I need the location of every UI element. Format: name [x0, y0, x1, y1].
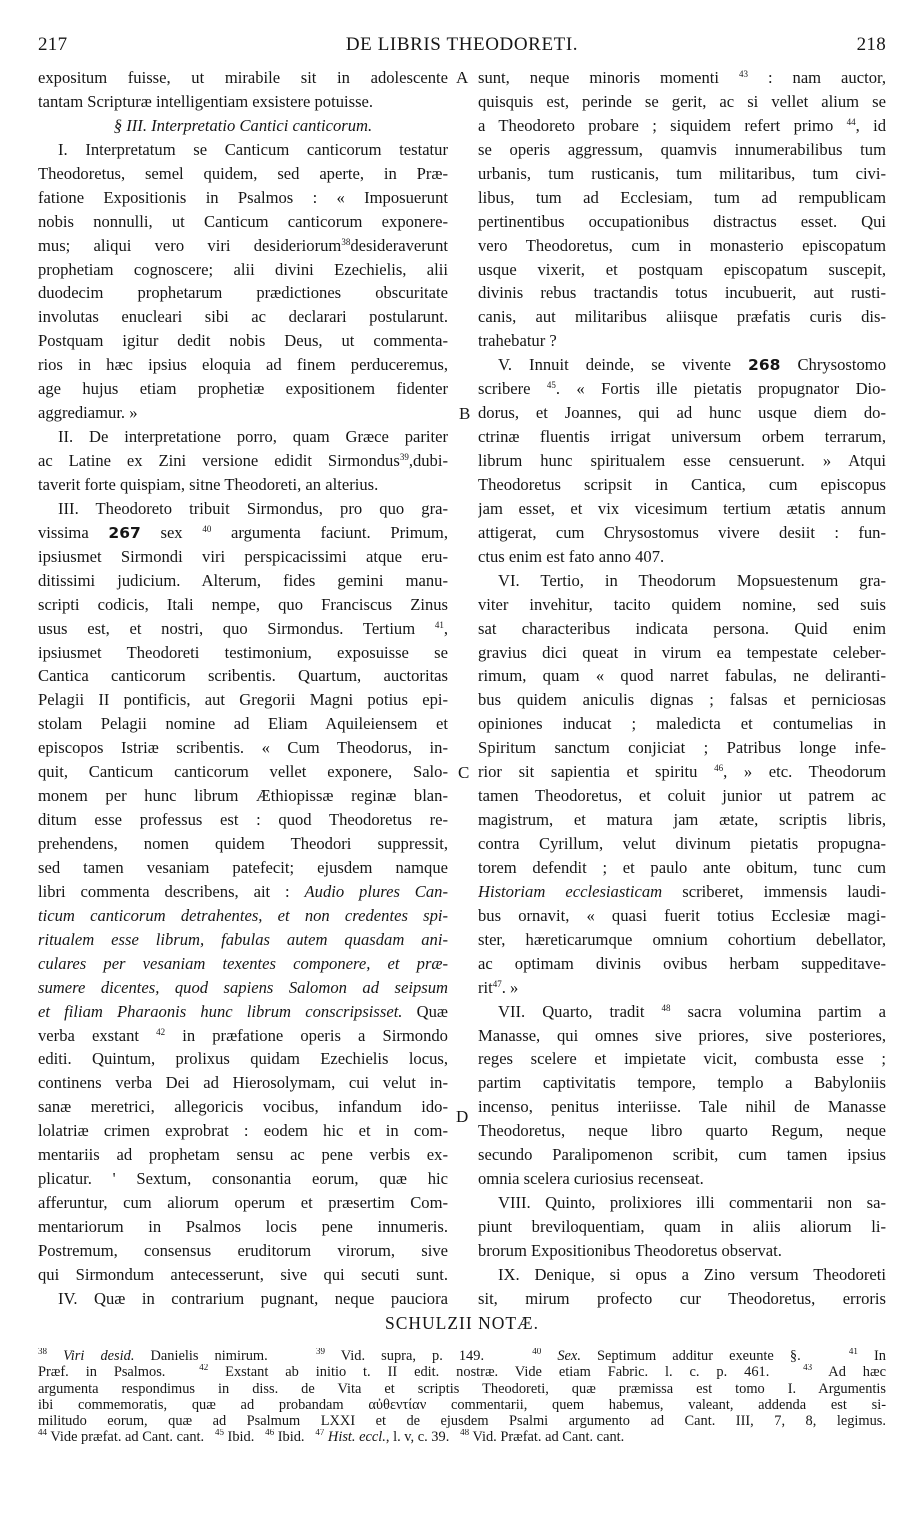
margin-marker-a: A — [456, 68, 469, 87]
text-line: aggrediamur. » — [38, 403, 138, 423]
text-line: rimum, quam « quod narret fabulas, ne deliranti- — [478, 666, 886, 686]
footnote-marker: 47 — [492, 978, 502, 989]
text-line: urbanis, tum rusticanis, tum militaribus, tum civi- — [478, 163, 886, 183]
text-line: brorum Expositionibus Theodoretus observat. — [478, 1240, 782, 1260]
text-line: culares per vesaniam texentes componere, et præ- — [38, 953, 448, 973]
text-line: dorus, et Joannes, qui ad hunc usque diem do- — [478, 403, 886, 423]
footnote-marker: 39 — [399, 452, 409, 462]
text-line: IV. Quæ in contrarium pugnant, neque pauciora — [58, 1288, 448, 1308]
notes-title: SCHULZII NOTÆ. — [385, 1313, 539, 1333]
text-line: VI. Tertio, in Theodorum Mopsuestenum gra- — [498, 570, 886, 590]
text-line: ster, hæreticarumque omnium cohortium debellator, — [478, 929, 886, 949]
text-line: jam esset, et vix vicesimum tertium ætatis annum — [478, 498, 886, 518]
footnote-marker: 41 — [434, 619, 444, 630]
running-header — [38, 34, 886, 62]
text-line: Manasse, qui omnes sive priores, sive posteriores, — [478, 1025, 886, 1045]
text-line: pertinentibus occupationibus distractus esset. Qui — [478, 211, 886, 231]
footnote-marker: 44 — [846, 116, 856, 127]
text-line: ticum canticorum detrahentes, et non credentes spi- — [38, 905, 448, 925]
text-line: VIII. Quinto, prolixiores illi commentarii non sa- — [498, 1193, 886, 1213]
margin-marker-b: B — [459, 404, 471, 423]
text-line: se operis aggressum, quamvis innumerabilibus tum — [478, 139, 886, 159]
text-line: torem defendit ; et paulo ante obitum, tunc cum — [478, 857, 886, 877]
footnote-marker: 45 — [546, 380, 556, 391]
note-line: argumenta respondimus in diss. de Vita et scriptis Theodoreti, quæ præmissa est tomo I. Argumentis — [38, 1380, 886, 1397]
text-line: mentariis ad prophetam sensu ac pene verbis ex- — [38, 1145, 448, 1165]
text-line: Theodoretus scripsit in Cantica, cum episcopus — [478, 474, 886, 494]
note-line: $^{44}$ Vide præfat. ad Cant. cant. $^{45}$ Ibid. $^{46}$ Ibid. $^{47}$ Hist. eccl., l. v, c. 39. $^{48}$ Vid. Præfat. ad Cant. cant. — [38, 1429, 625, 1446]
note-line: militudo eorum, quæ ad Psalmum LXXI et de ejusdem Psalmi argumento ad Cant. III, 7, 8, legimus. — [38, 1413, 886, 1430]
text-line: Historiam ecclesiasticam scriberet, immensis laudi- — [478, 881, 886, 901]
page-number-right: 218 — [856, 34, 886, 55]
text-line: involutas enucleari sibi ac declarari postularunt. — [38, 307, 448, 327]
text-line: piunt breviloquentiam, quam in aliis aliorum li- — [478, 1217, 886, 1236]
footnote-marker: 40 — [202, 523, 212, 534]
text-line: usus est, et nostri, quo Sirmondus. Tertium $^{41}$, — [38, 618, 448, 638]
text-line: rit$^{47}$. » — [478, 977, 519, 997]
text-line: episcopos Istriæ scribentis. « Cum Theodorus, in- — [38, 738, 448, 758]
text-line: usque vixerit, et postquam episcopatum suscepit, — [478, 259, 886, 279]
text-line: rios in hæc ipsius eloquia ad finem perduceremus, — [38, 355, 448, 375]
text-line: ipsiusmet Theodoreti testimonium, exposuisse se — [38, 642, 448, 662]
text-line: tamen Theodoretus, et coluit junior ut patrem ac — [478, 786, 886, 806]
text-line: viter invehitur, tacito quidem nomine, sed suis — [478, 594, 886, 614]
footnotes — [38, 1348, 886, 1446]
text-line: qui Sirmondum antecesserunt, sive qui secuti sunt. — [38, 1264, 448, 1284]
text-line: quisquis est, perinde se gerit, ac si vellet alium se — [478, 91, 886, 111]
text-line: continens verba Dei ad Hierosolymam, cui velut in- — [38, 1073, 448, 1093]
text-line: II. De interpretatione porro, quam Græce pariter — [58, 427, 448, 447]
text-line: prophetiam cognoscere; alii divini Ezechielis, alii — [38, 259, 448, 279]
margin-marker-c: C — [458, 763, 470, 782]
text-line: secundo Paralipomenon scribit, cum tamen ipsius — [478, 1145, 886, 1165]
footnote-marker: 43 — [738, 69, 748, 79]
text-line: vero Theodoretus, cum in monasterio episcopatum — [478, 235, 886, 255]
text-line: ctus enim est fato anno 407. — [478, 546, 665, 566]
text-line: age hujus etiam prophetiæ expositionem fidenter — [38, 379, 448, 399]
text-line: afferuntur, cum aliorum operum et præsertim Com- — [38, 1193, 448, 1213]
text-line: sumere dicentes, quod sapiens Salomon ad seipsum — [38, 977, 448, 997]
text-line: duodecim prophetarum prædictiones obscuritate — [38, 283, 448, 303]
text-line: bus quidem aniculis dignas ; falsas et perniciosas — [478, 690, 886, 710]
text-line: divinis rebus tractandis totus incubuerit, aut rusti- — [478, 283, 886, 303]
margin-marker-d: D — [456, 1107, 469, 1126]
text-line: V. Innuit deinde, se vivente 268 Chrysostomo — [498, 355, 886, 375]
text-line: opiniones inducat ; maledicta et contumelias in — [478, 714, 886, 734]
left-column — [38, 66, 448, 1311]
text-line: ditum esse professus est : quod Theodoretus re- — [38, 810, 448, 830]
text-line: ac Latine ex Zini versione edidit Sirmondus$^{39}$,dubi- — [38, 451, 448, 470]
right-column — [478, 66, 886, 1311]
text-line: editi. Quintum, prolixus quidam Ezechielis locus, — [38, 1049, 448, 1069]
edition-page-marker: 268 — [748, 356, 781, 375]
text-line: libus, tum ad Ecclesiam, tum ad rempublicam — [478, 187, 886, 207]
text-line: contra Cyrillum, velut divinum pietatis propugna- — [478, 834, 886, 853]
text-line: lolatriæ crimen exprobrat : eodem hic et in com- — [38, 1121, 448, 1141]
text-line: rior sit sapientia et spiritu $^{46}$, » etc. Theodorum — [478, 762, 886, 782]
text-line: expositum fuisse, ut mirabile sit in adolescente — [38, 68, 448, 87]
text-line: ac optimam divinis ovibus herbam suppeditave- — [478, 953, 886, 973]
note-line: Præf. in Psalmos. $^{42}$ Exstant ab initio t. II edit. nostræ. Vide etiam Fabric. l. c. p. 461. $^{43}$ Ad hæc — [38, 1364, 886, 1381]
text-line: sanæ meretrici, allegoricis vocibus, infandum ido- — [38, 1097, 448, 1117]
text-line: et filiam Pharaonis hunc librum conscripsisset. Quæ — [38, 1001, 448, 1021]
text-line: tantam Scripturæ intelligentiam exsistere potuisse. — [38, 91, 374, 111]
text-line: mus; aliqui vero viri desideriorum$^{38}$desideraverunt — [38, 235, 448, 255]
text-line: omnia scelera curiosius recenseat. — [478, 1169, 704, 1189]
text-line: sed tamen vesaniam patefecit; ejusdem namque — [38, 857, 448, 877]
text-line: libri commenta describens, ait : Audio plures Can- — [38, 881, 448, 901]
note-line: ibi commemoratis, quæ ad probandam αὐθεντίαν commentarii, quem habemus, valeant, addenda est si- — [38, 1396, 886, 1413]
text-line: a Theodoreto probare ; siquidem refert primo $^{44}$, id — [478, 115, 886, 135]
text-line: canis, aut militaribus aliisque præfatis curis dis- — [478, 307, 886, 327]
footnote-marker: 42 — [156, 1026, 166, 1037]
text-line: Postremum, consensus eruditorum virorum, sive — [38, 1240, 448, 1260]
text-line: I. Interpretatum se Canticum canticorum testatur — [58, 139, 448, 159]
text-line: scripti codicis, Itali nempe, quo Franciscus Zinus — [38, 594, 448, 614]
text-line: trahebatur ? — [478, 331, 557, 351]
text-line: fatione Expositionis in Psalmos : « Imposuerunt — [38, 187, 448, 207]
text-line: sit, mirum profecto cur Theodoretus, erroris — [478, 1288, 886, 1308]
text-line: ipsiusmet Sirmondi viri perspicacissimi atque eru- — [38, 546, 448, 566]
text-line: mentariorum in Psalmos locis pene innumeris. — [38, 1217, 448, 1236]
text-line: monem per hunc librum Æthiopissæ reginæ blan- — [38, 786, 448, 806]
note-line: $^{38}$ Viri desid. Danielis nimirum. $^{39}$ Vid. supra, p. 149. $^{40}$ Sex. Septimum additur exeunte §. $^{41}$ In — [38, 1348, 886, 1364]
text-line: vissima 267 sex $^{40}$ argumenta faciunt. Primum, — [38, 522, 448, 542]
text-line: verba exstant $^{42}$ in præfatione operis a Sirmondo — [38, 1025, 448, 1045]
text-line: reges scelere et impietate vicit, combusta esse ; — [478, 1049, 886, 1069]
text-line: attigerat, cum Chrysostomus vivere desiit : fun- — [478, 522, 886, 542]
text-line: ritualem esse librum, fabulas autem quasdam ani- — [38, 929, 448, 949]
text-line: librum hunc spiritualem esse censuerunt. » Atqui — [478, 451, 886, 470]
text-line: nobis nonnulli, ut Canticum canticorum exponere- — [38, 211, 448, 231]
text-line: Pelagii II pontificis, aut Gregorii Magni potius epi- — [38, 690, 448, 710]
section-heading: § III. Interpretatio Cantici canticorum. — [113, 115, 373, 135]
page-number-left: 217 — [38, 34, 68, 55]
text-line: IX. Denique, si opus a Zino versum Theodoreti — [498, 1264, 886, 1284]
text-line: ditissimi judicium. Alterum, fides gemini manu- — [38, 570, 448, 590]
footnote-marker: 48 — [661, 1002, 671, 1013]
text-line: Cantica canticorum scribentis. Quartum, auctoritas — [38, 666, 448, 686]
text-line: ctrinæ fluentis irrigat universum orbem terrarum, — [478, 427, 886, 447]
text-line: Theodoretus, neque libro quarto Regum, neque — [478, 1121, 886, 1141]
text-line: prehendens, nomen quidem Theodori suppressit, — [38, 834, 448, 853]
text-line: Postquam igitur dedit nobis Deus, ut commenta- — [38, 331, 448, 351]
text-line: scribere $^{45}$. « Fortis ille pietatis propugnator Dio- — [478, 379, 886, 399]
text-line: gravius dici queat in virum ea tempestate celeber- — [478, 642, 886, 662]
text-line: partim captivitatis tempore, templo a Babyloniis — [478, 1073, 886, 1093]
text-line: Spiritum sanctum conjiciat ; Patribus longe infe- — [478, 738, 886, 758]
text-line: sunt, neque minoris momenti $^{43}$ : nam auctor, — [478, 68, 886, 87]
text-line: magistrum, et matura jam ætate, scriptis libris, — [478, 810, 886, 830]
text-line: Theodoretus, semel quidem, sed aperte, in Præ- — [38, 163, 448, 183]
footnote-marker: 46 — [714, 763, 724, 774]
text-line: stolam Pelagii nomine ad Eliam Aquileiensem et — [38, 714, 448, 734]
text-line: III. Theodoreto tribuit Sirmondus, pro quo gra- — [58, 498, 448, 518]
text-line: sat characteribus indicata persona. Quid enim — [478, 618, 886, 638]
edition-page-marker: 267 — [108, 523, 141, 542]
text-line: plicatur. ' Sextum, consonantia eorum, quæ hic — [38, 1169, 448, 1189]
footnote-marker: 38 — [341, 236, 351, 247]
text-line: quit, Canticum canticorum vellet exponere, Salo- — [38, 762, 448, 782]
text-line: taverit forte quispiam, sitne Theodoreti, an alterius. — [38, 474, 379, 494]
running-title: DE LIBRIS THEODORETI. — [345, 34, 579, 55]
text-line: VII. Quarto, tradit $^{48}$ sacra volumina partim a — [498, 1001, 886, 1021]
text-line: incenso, penitus interiisse. Tale nihil de Manasse — [478, 1097, 886, 1117]
text-line: bus ornavit, « quasi fuerit totius Ecclesiæ magi- — [478, 905, 886, 925]
